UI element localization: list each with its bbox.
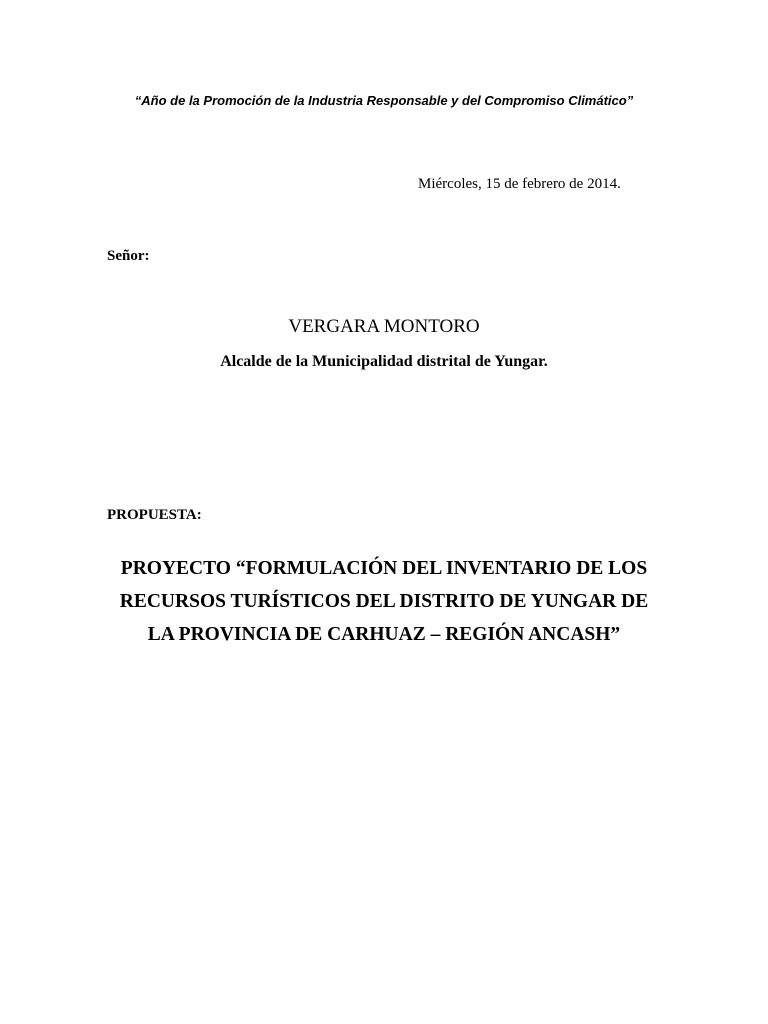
project-title bbox=[90, 559, 678, 658]
letter-date: Miércoles, 15 de febrero de 2014. bbox=[418, 176, 621, 192]
proposal-label: PROPUESTA: bbox=[107, 507, 202, 523]
project-title-line-1: PROYECTO “FORMULACIÓN DEL INVENTARIO DE LOS bbox=[120, 558, 648, 579]
project-title-line-3: LA PROVINCIA DE CARHUAZ – REGIÓN ANCASH” bbox=[147, 624, 621, 645]
recipient-title: Alcalde de la Municipalidad distrital de Yungar. bbox=[220, 353, 548, 370]
salutation: Señor: bbox=[107, 248, 150, 264]
recipient-name: VERGARA MONTORO bbox=[288, 316, 480, 337]
project-title-line-2: RECURSOS TURÍSTICOS DEL DISTRITO DE YUNGAR DE bbox=[119, 591, 649, 612]
year-motto: “Año de la Promoción de la Industria Responsable y del Compromiso Climático” bbox=[134, 93, 634, 108]
